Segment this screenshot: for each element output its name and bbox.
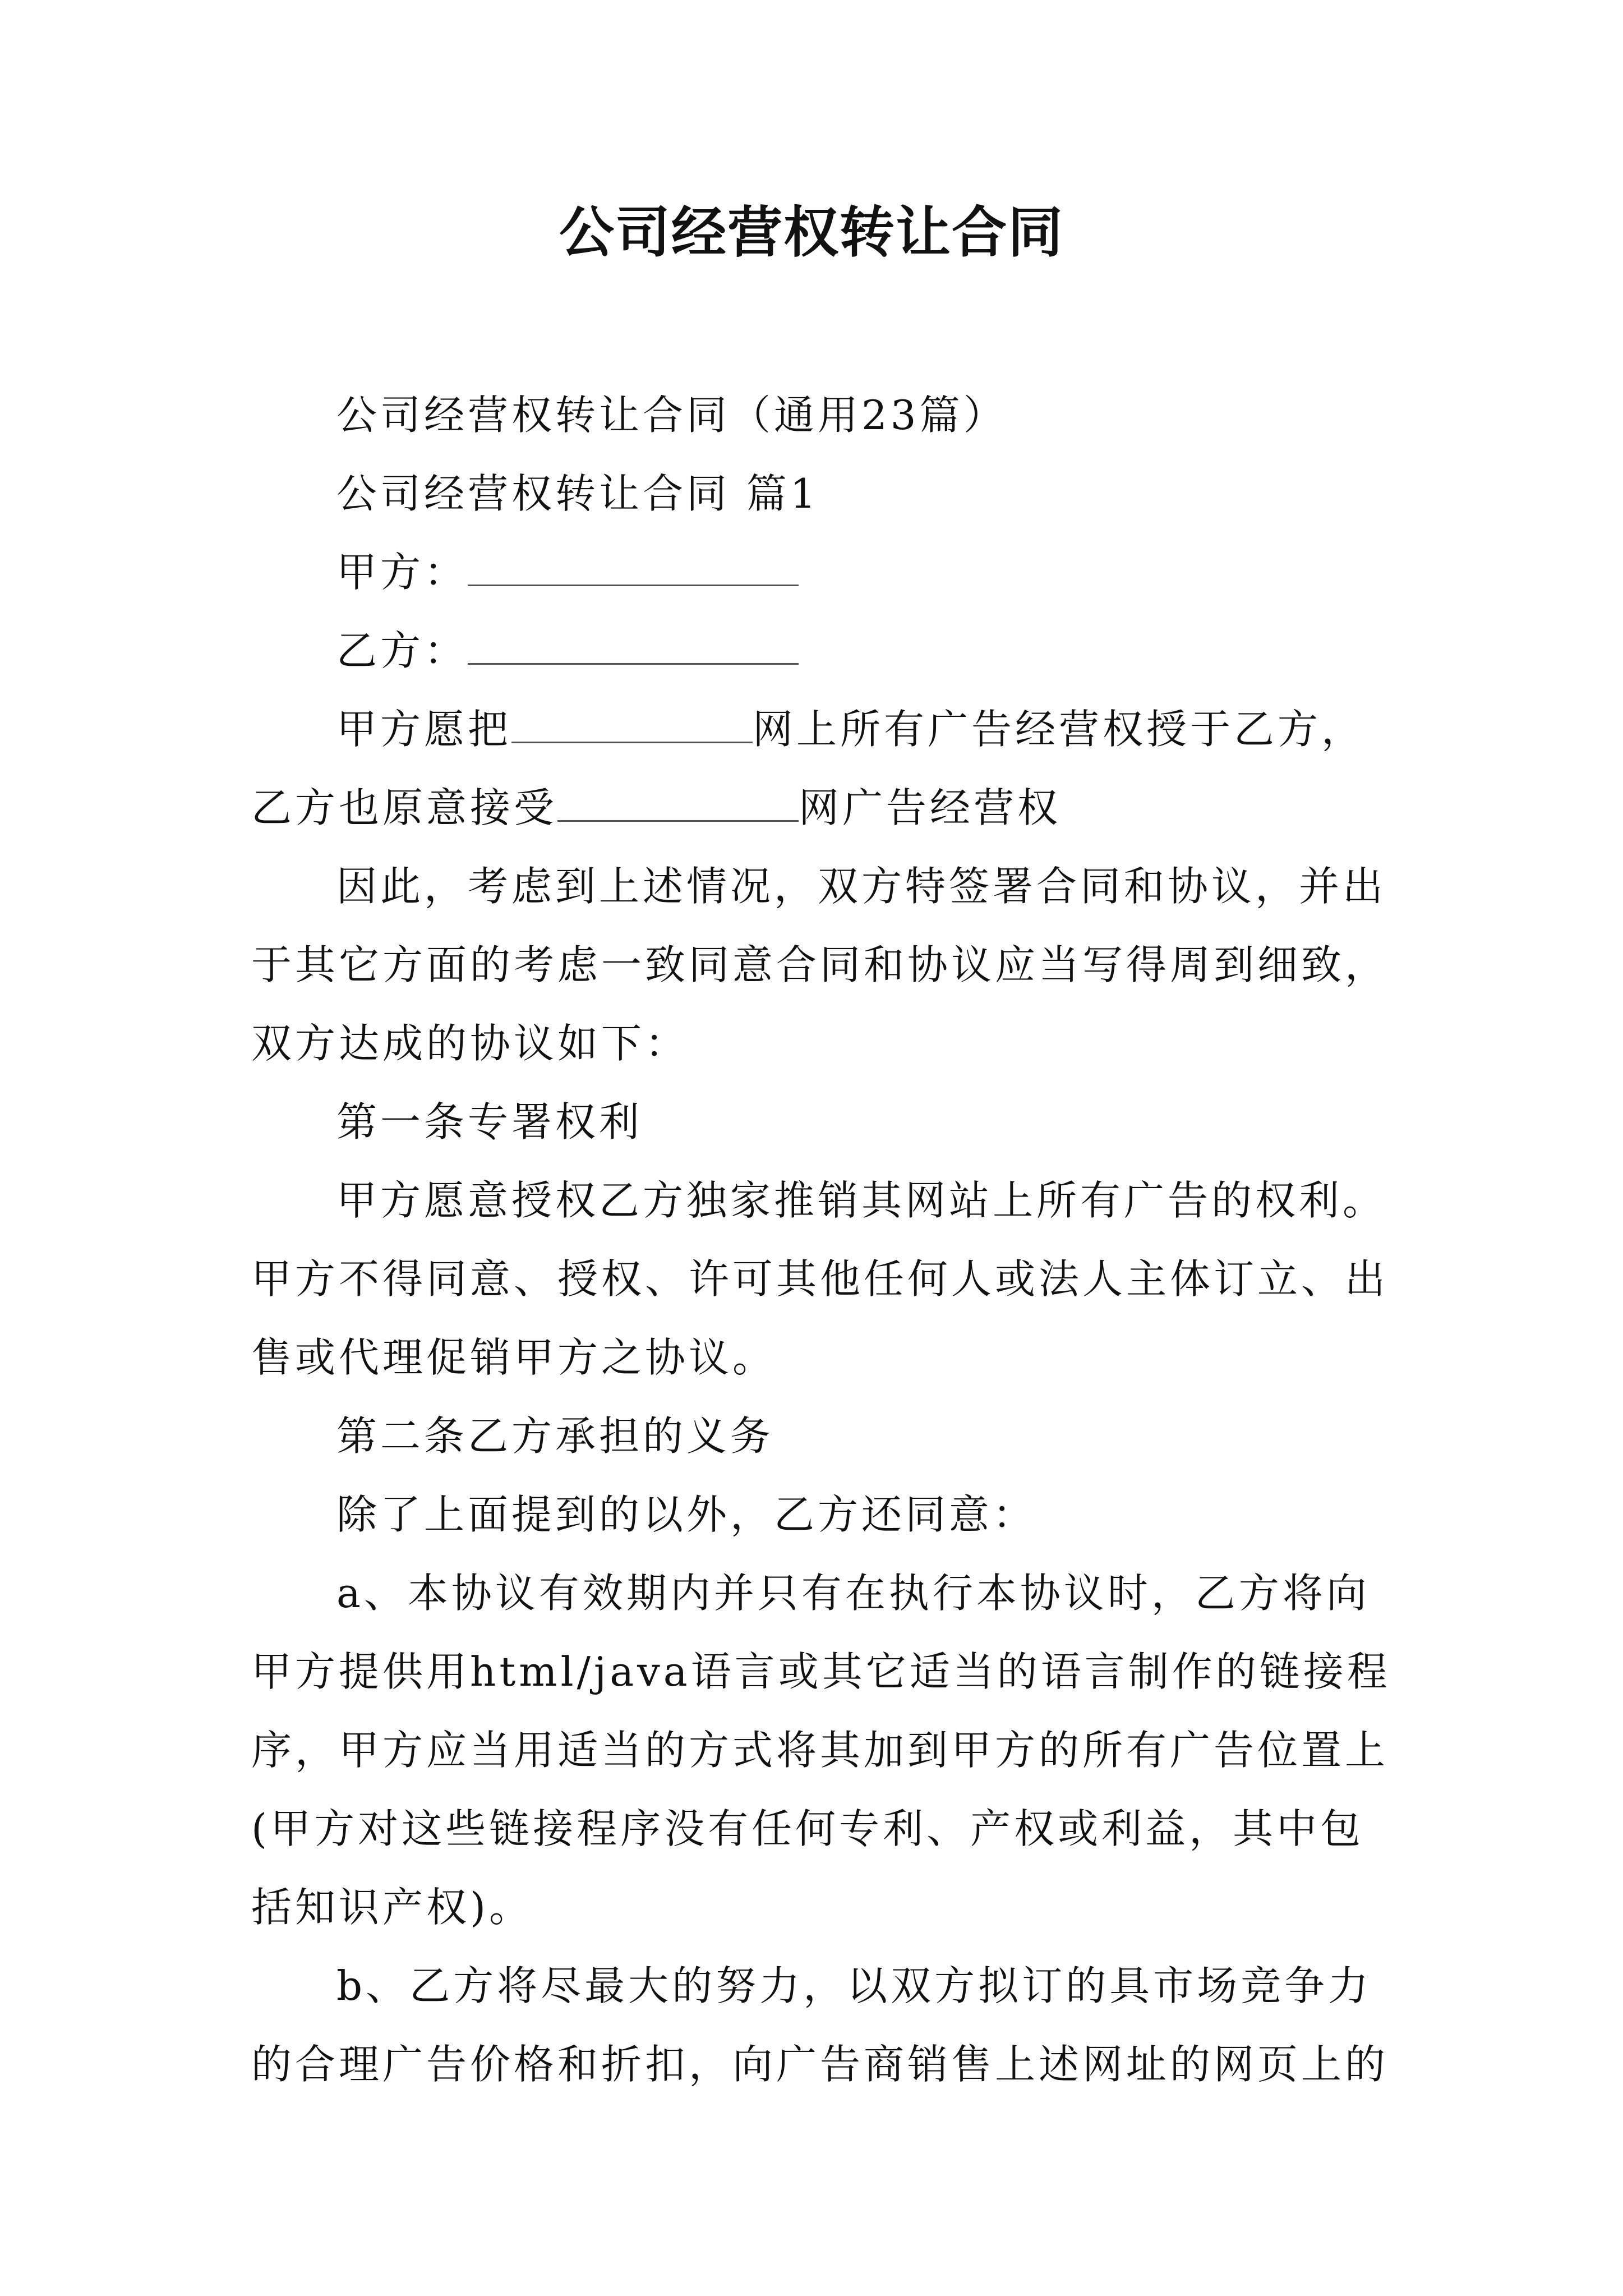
party-b-line (251, 611, 1390, 690)
document-body (251, 376, 1390, 2104)
paragraph-text: 甲方愿把 (336, 706, 512, 753)
party-a-blank (468, 533, 799, 586)
paragraph-line: 售或代理促销甲方之协议。 (251, 1334, 777, 1381)
party-a-line (251, 533, 1390, 611)
paragraph-line (251, 769, 1390, 847)
clause-a-line: (甲方对这些链接程序没有任何专利、产权或利益，其中包 (251, 1805, 1364, 1852)
website-blank (557, 769, 799, 822)
party-b-blank (468, 611, 799, 665)
clause-a-line: 序，甲方应当用适当的方式将其加到甲方的所有广告位置上 (251, 1727, 1389, 1774)
document-title: 公司经营权转让合同 (559, 201, 1064, 265)
clause-a-line: 甲方提供用html/java语言或其它适当的语言制作的链接程 (251, 1648, 1391, 1695)
paragraph-line: 甲方不得同意、授权、许可其他任何人或法人主体订立、出 (251, 1255, 1389, 1303)
paragraph-text: 网广告经营权 (799, 784, 1062, 831)
paragraph-line: 除了上面提到的以外，乙方还同意： (336, 1491, 1037, 1538)
paragraph-text: 网上所有广告经营权授于乙方， (753, 706, 1366, 753)
party-b-label: 乙方： (336, 627, 468, 674)
paragraph-text: 乙方也原意接受 (251, 784, 558, 831)
website-blank (511, 690, 753, 743)
article-2-heading: 第二条乙方承担的义务 (336, 1412, 774, 1460)
party-a-label: 甲方： (336, 549, 468, 596)
paragraph-line: 因此，考虑到上述情况，双方特签署合同和协议，并出 (336, 863, 1387, 910)
paragraph-line: 双方达成的协议如下： (251, 1020, 689, 1067)
section-heading: 公司经营权转让合同 篇1 (336, 470, 819, 517)
clause-b-line: b、乙方将尽最大的努力，以双方拟订的具市场竞争力 (336, 1962, 1372, 2009)
article-1-heading: 第一条专署权利 (336, 1098, 643, 1145)
paragraph-line: 甲方愿意授权乙方独家推销其网站上所有广告的权利。 (336, 1177, 1387, 1224)
clause-b-line: 的合理广告价格和折扣，向广告商销售上述网址的网页上的 (251, 2041, 1389, 2088)
paragraph-line: 于其它方面的考虑一致同意合同和协议应当写得周到细致， (251, 941, 1389, 988)
clause-a-line: a、本协议有效期内并只有在执行本协议时，乙方将向 (336, 1570, 1370, 1617)
document-subtitle: 公司经营权转让合同（通用23篇） (336, 392, 1007, 439)
clause-a-line: 括知识产权)。 (251, 1884, 533, 1931)
paragraph-line (251, 690, 1390, 769)
